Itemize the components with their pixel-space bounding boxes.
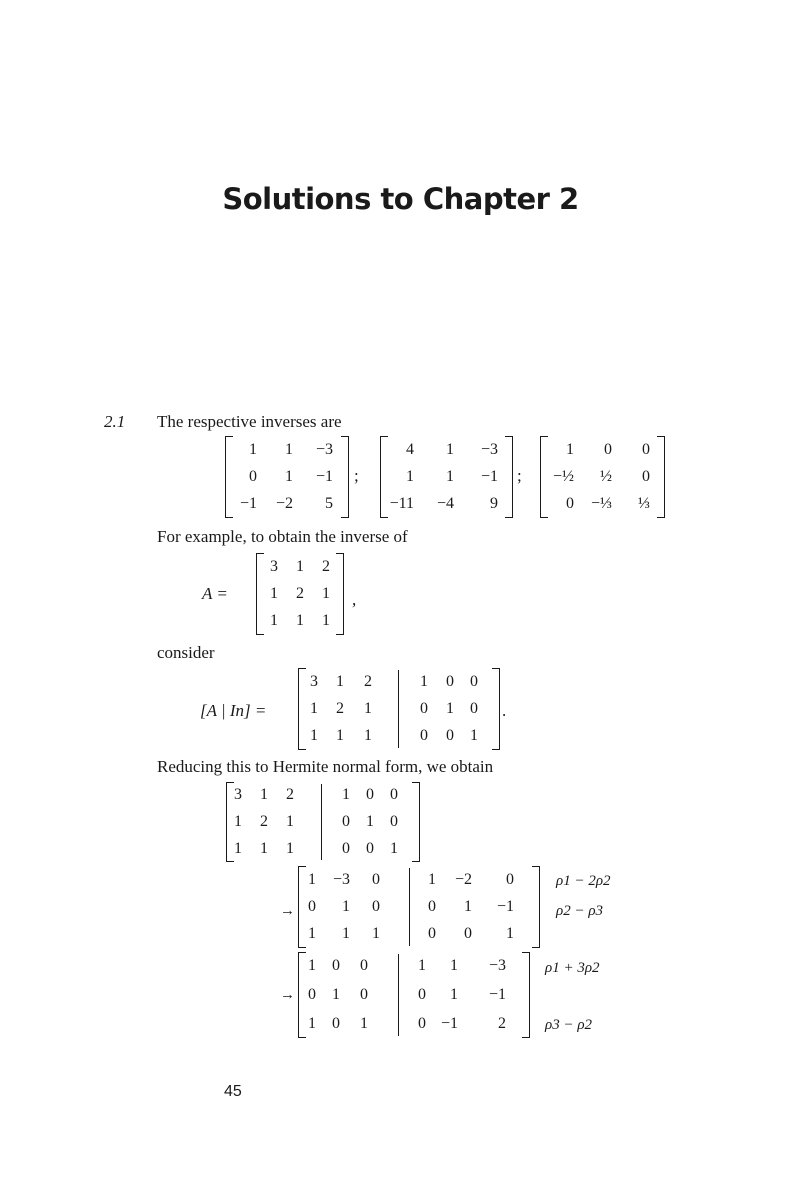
matrix-cell: 1 — [566, 440, 574, 458]
matrix-cell: 0 — [420, 699, 428, 717]
row-op: ρ1 + 3ρ2 — [545, 960, 600, 976]
matrix-cell: 3 — [234, 786, 242, 804]
matrix-cell: 0 — [566, 495, 574, 513]
matrix-cell: −3 — [315, 440, 333, 458]
matrix-cell: −2 — [454, 870, 472, 888]
consider-text: consider — [157, 643, 215, 662]
matrix-cell: −3 — [488, 957, 506, 975]
arrow-icon: → — [280, 987, 295, 1003]
matrix-cell: 3 — [270, 557, 278, 575]
matrix-cell: 0 — [464, 925, 472, 943]
row-op: ρ3 − ρ2 — [545, 1017, 593, 1033]
matrix-cell: 1 — [308, 957, 316, 975]
matrix-cell: 1 — [336, 672, 344, 690]
matrix-cell: 0 — [470, 672, 478, 690]
matrix-cell: 0 — [332, 957, 340, 975]
matrix-cell: 2 — [322, 557, 330, 575]
matrix-cell: 2 — [296, 584, 304, 602]
matrix-cell: 0 — [249, 467, 257, 485]
matrix-cell: 1 — [308, 870, 316, 888]
matrix-cell: 1 — [446, 699, 454, 717]
matrix-cell: 0 — [342, 839, 350, 857]
matrix-cell: 1 — [470, 727, 478, 745]
matrix-cell: 5 — [325, 495, 333, 513]
matrix-cell: 0 — [604, 440, 612, 458]
matrix-cell: 1 — [270, 612, 278, 630]
matrix-cell: 0 — [470, 699, 478, 717]
matrix-cell: 1 — [332, 985, 340, 1003]
matrix-cell: −⅓ — [590, 495, 612, 513]
comma: , — [352, 590, 357, 609]
matrix-cell: 1 — [296, 557, 304, 575]
row-op: ρ2 − ρ3 — [556, 903, 604, 919]
matrix-cell: 1 — [420, 672, 428, 690]
reduction-step-1 — [298, 866, 540, 948]
matrix-cell: 1 — [310, 699, 318, 717]
matrix-cell: 0 — [360, 985, 368, 1003]
row-op: ρ1 − 2ρ2 — [556, 873, 611, 889]
matrix-cell: 0 — [342, 812, 350, 830]
page-number: 45 — [224, 1083, 242, 1100]
matrix-cell: 0 — [360, 957, 368, 975]
matrix-cell: 1 — [234, 839, 242, 857]
matrix-cell: 0 — [420, 727, 428, 745]
arrow-icon: → — [280, 903, 295, 919]
matrix-cell: −1 — [315, 467, 333, 485]
matrix-cell: 0 — [372, 870, 380, 888]
matrix-cell: 1 — [360, 1014, 368, 1032]
matrix-cell: 1 — [310, 727, 318, 745]
matrix-cell: 0 — [366, 786, 374, 804]
matrix-cell: 1 — [428, 870, 436, 888]
matrix-cell: 0 — [390, 812, 398, 830]
reduce-text: Reducing this to Hermite normal form, we obtain — [157, 757, 494, 776]
matrix-cell: 1 — [234, 812, 242, 830]
matrix-cell: 1 — [446, 467, 454, 485]
matrix-cell: 1 — [308, 925, 316, 943]
problem-number: 2.1 — [104, 412, 126, 431]
matrix-cell: −½ — [552, 467, 574, 485]
matrix-cell: −1 — [488, 985, 506, 1003]
matrix-a — [256, 553, 344, 635]
matrix-cell: 1 — [308, 1014, 316, 1032]
matrix-cell: 1 — [286, 812, 294, 830]
matrix-cell: 0 — [366, 839, 374, 857]
matrix-cell: −3 — [480, 440, 498, 458]
augmented-label: [A | In] = — [200, 701, 267, 720]
reduction-step-2 — [298, 952, 530, 1038]
matrix-cell: 1 — [464, 897, 472, 915]
matrix-cell: 2 — [336, 699, 344, 717]
matrix-cell: −2 — [275, 495, 293, 513]
matrix-cell: 1 — [372, 925, 380, 943]
matrix-cell: 0 — [446, 672, 454, 690]
matrix-cell: 1 — [342, 786, 350, 804]
separator: ; — [517, 466, 522, 485]
matrix-cell: 0 — [428, 925, 436, 943]
matrix-cell: 1 — [366, 812, 374, 830]
matrix-cell: 1 — [322, 612, 330, 630]
matrix-cell: 1 — [446, 440, 454, 458]
matrix-cell: 0 — [308, 897, 316, 915]
matrix-cell: 0 — [506, 870, 514, 888]
matrix-cell: 0 — [418, 1014, 426, 1032]
matrix-cell: 1 — [270, 584, 278, 602]
matrix-cell: 1 — [506, 925, 514, 943]
example-text: For example, to obtain the inverse of — [157, 527, 408, 546]
inverse-matrix-2 — [380, 436, 513, 518]
matrix-cell: 1 — [450, 985, 458, 1003]
matrix-cell: 1 — [450, 957, 458, 975]
period: . — [502, 701, 507, 720]
reduction-step-0 — [226, 782, 420, 862]
inverse-matrix-1 — [225, 436, 349, 518]
matrix-cell: −4 — [436, 495, 454, 513]
matrix-cell: 1 — [260, 839, 268, 857]
matrix-cell: 0 — [308, 985, 316, 1003]
matrix-cell: 1 — [342, 897, 350, 915]
matrix-cell: 4 — [406, 440, 414, 458]
matrix-cell: ½ — [600, 467, 612, 485]
matrix-cell: 1 — [260, 786, 268, 804]
matrix-cell: 9 — [490, 495, 498, 513]
matrix-cell: 0 — [642, 467, 650, 485]
matrix-cell: −1 — [239, 495, 257, 513]
matrix-cell: 1 — [390, 839, 398, 857]
matrix-cell: 1 — [336, 727, 344, 745]
matrix-cell: 1 — [418, 957, 426, 975]
matrix-cell: 1 — [296, 612, 304, 630]
matrix-cell: 1 — [285, 467, 293, 485]
matrix-cell: −1 — [440, 1014, 458, 1032]
intro-text: The respective inverses are — [157, 412, 342, 431]
matrix-cell: 1 — [322, 584, 330, 602]
matrix-cell: 2 — [364, 672, 372, 690]
matrix-cell: 1 — [342, 925, 350, 943]
matrix-cell: 2 — [498, 1014, 506, 1032]
matrix-cell: 0 — [332, 1014, 340, 1032]
matrix-cell: 1 — [285, 440, 293, 458]
matrix-cell: 0 — [446, 727, 454, 745]
matrix-cell: −3 — [332, 870, 350, 888]
a-label: A = — [202, 584, 228, 603]
matrix-cell: 0 — [642, 440, 650, 458]
matrix-cell: 1 — [406, 467, 414, 485]
matrix-cell: 0 — [390, 786, 398, 804]
matrix-cell: −1 — [480, 467, 498, 485]
matrix-cell: 2 — [286, 786, 294, 804]
matrix-cell: 0 — [372, 897, 380, 915]
matrix-cell: −1 — [496, 897, 514, 915]
matrix-cell: 1 — [364, 699, 372, 717]
matrix-cell: 1 — [249, 440, 257, 458]
matrix-cell: 0 — [428, 897, 436, 915]
matrix-cell: ⅓ — [638, 495, 650, 513]
augmented-matrix — [298, 668, 500, 750]
matrix-cell: 0 — [418, 985, 426, 1003]
matrix-cell: −11 — [389, 495, 414, 513]
matrix-cell: 2 — [260, 812, 268, 830]
separator: ; — [354, 466, 359, 485]
inverse-matrix-3 — [540, 436, 665, 518]
chapter-title: Solutions to Chapter 2 — [222, 182, 579, 216]
matrix-cell: 1 — [286, 839, 294, 857]
matrix-cell: 1 — [364, 727, 372, 745]
matrix-cell: 3 — [310, 672, 318, 690]
